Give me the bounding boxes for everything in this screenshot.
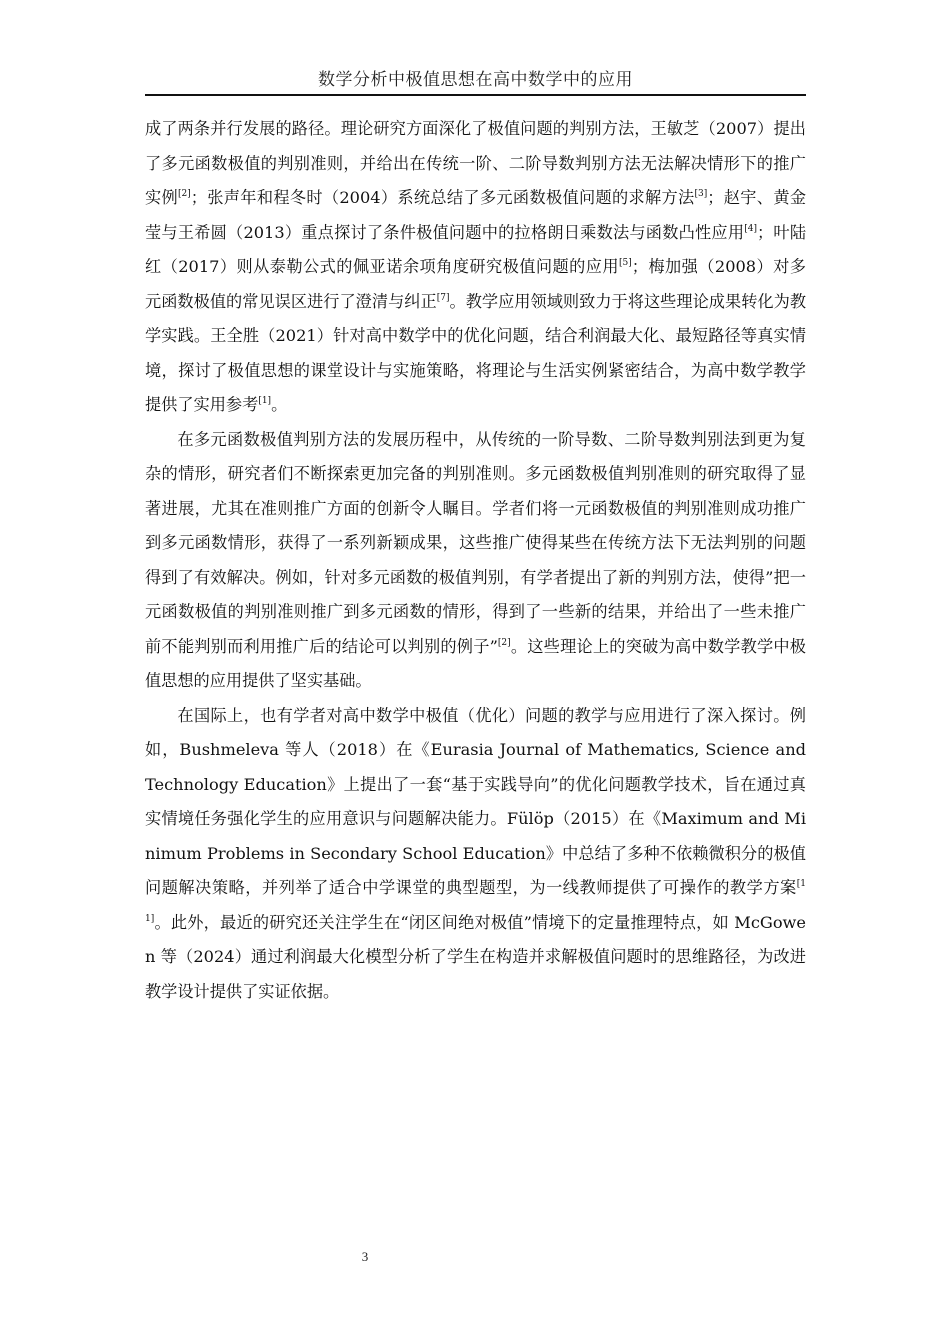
- citation: [11]: [145, 879, 806, 924]
- paragraph-3: 在国际上，也有学者对高中数学中极值（优化）问题的教学与应用进行了深入探讨。例如，Bushmeleva 等人（2018）在《Eurasia Journal of Mathematics, Science and Technology Education》上提出了一套“基于实践导向”的优化问题教学技术，旨在通过真实情境任务强化学生的应用意识与问题解决能力。Fülöp（2015）在《Maximum and Minimum Problems in Secondary School Education》中总结了多种不依赖微积分的极值问题解决策略，并列举了适合中学课堂的典型题型，为一线教师提供了可操作的教学方案[11]。此外，最近的研究还关注学生在“闭区间绝对极值”情境下的定量推理特点，如 McGowen 等（2024）通过利润最大化模型分析了学生在构造并求解极值问题时的思维路径，为改进教学设计提供了实证依据。: [145, 705, 806, 1001]
- paragraph-2: 在多元函数极值判别方法的发展历程中，从传统的一阶导数、二阶导数判别法到更为复杂的情形，研究者们不断探索更加完备的判别准则。多元函数极值判别准则的研究取得了显著进展，尤其在准则推广方面的创新令人瞩目。学者们将一元函数极值的判别准则成功推广到多元函数情形，获得了一系列新颖成果，这些推广使得某些在传统方法下无法判别的问题得到了有效解决。例如，针对多元函数的极值判别，有学者提出了新的判别方法，使得”把一元函数极值的判别准则推广到多元函数的情形，得到了一些新的结果，并给出了一些未推广前不能判别而利用推广后的结论可以判别的例子”[2]。这些理论上的突破为高中数学教学中极值思想的应用提供了坚实基础。: [145, 429, 806, 690]
- header-rule: [145, 94, 806, 96]
- citation: [5]: [619, 258, 632, 268]
- running-header: 数学分析中极值思想在高中数学中的应用: [318, 70, 633, 90]
- citation: [1]: [258, 396, 272, 406]
- citation: [7]: [436, 292, 450, 303]
- page-number: 3: [361, 1249, 369, 1264]
- citation: [2]: [178, 189, 191, 199]
- citation: [3]: [694, 189, 708, 199]
- body-text: [145, 112, 806, 1009]
- citation: [2]: [497, 637, 511, 648]
- paragraph-1: 成了两条并行发展的路径。理论研究方面深化了极值问题的判别方法，王敏芝（2007）提出了多元函数极值的判别准则，并给出在传统一阶、二阶导数判别方法无法解决情形下的推广实例[2]；张声年和程冬时（2004）系统总结了多元函数极值问题的求解方法[3]；赵宇、黄金莹与王希圆（2013）重点探讨了条件极值问题中的拉格朗日乘数法与函数凸性应用[4]；叶陆红（2017）则从泰勒公式的佩亚诺余项角度研究极值问题的应用[5]；梅加强（2008）对多元函数极值的常见误区进行了澄清与纠正[7]。教学应用领域则致力于将这些理论成果转化为教学实践。王全胜（2021）针对高中数学中的优化问题，结合利润最大化、最短路径等真实情境，探讨了极值思想的课堂设计与实施策略，将理论与生活实例紧密结合，为高中数学教学提供了实用参考[1]。: [145, 119, 807, 414]
- citation: [4]: [744, 223, 757, 234]
